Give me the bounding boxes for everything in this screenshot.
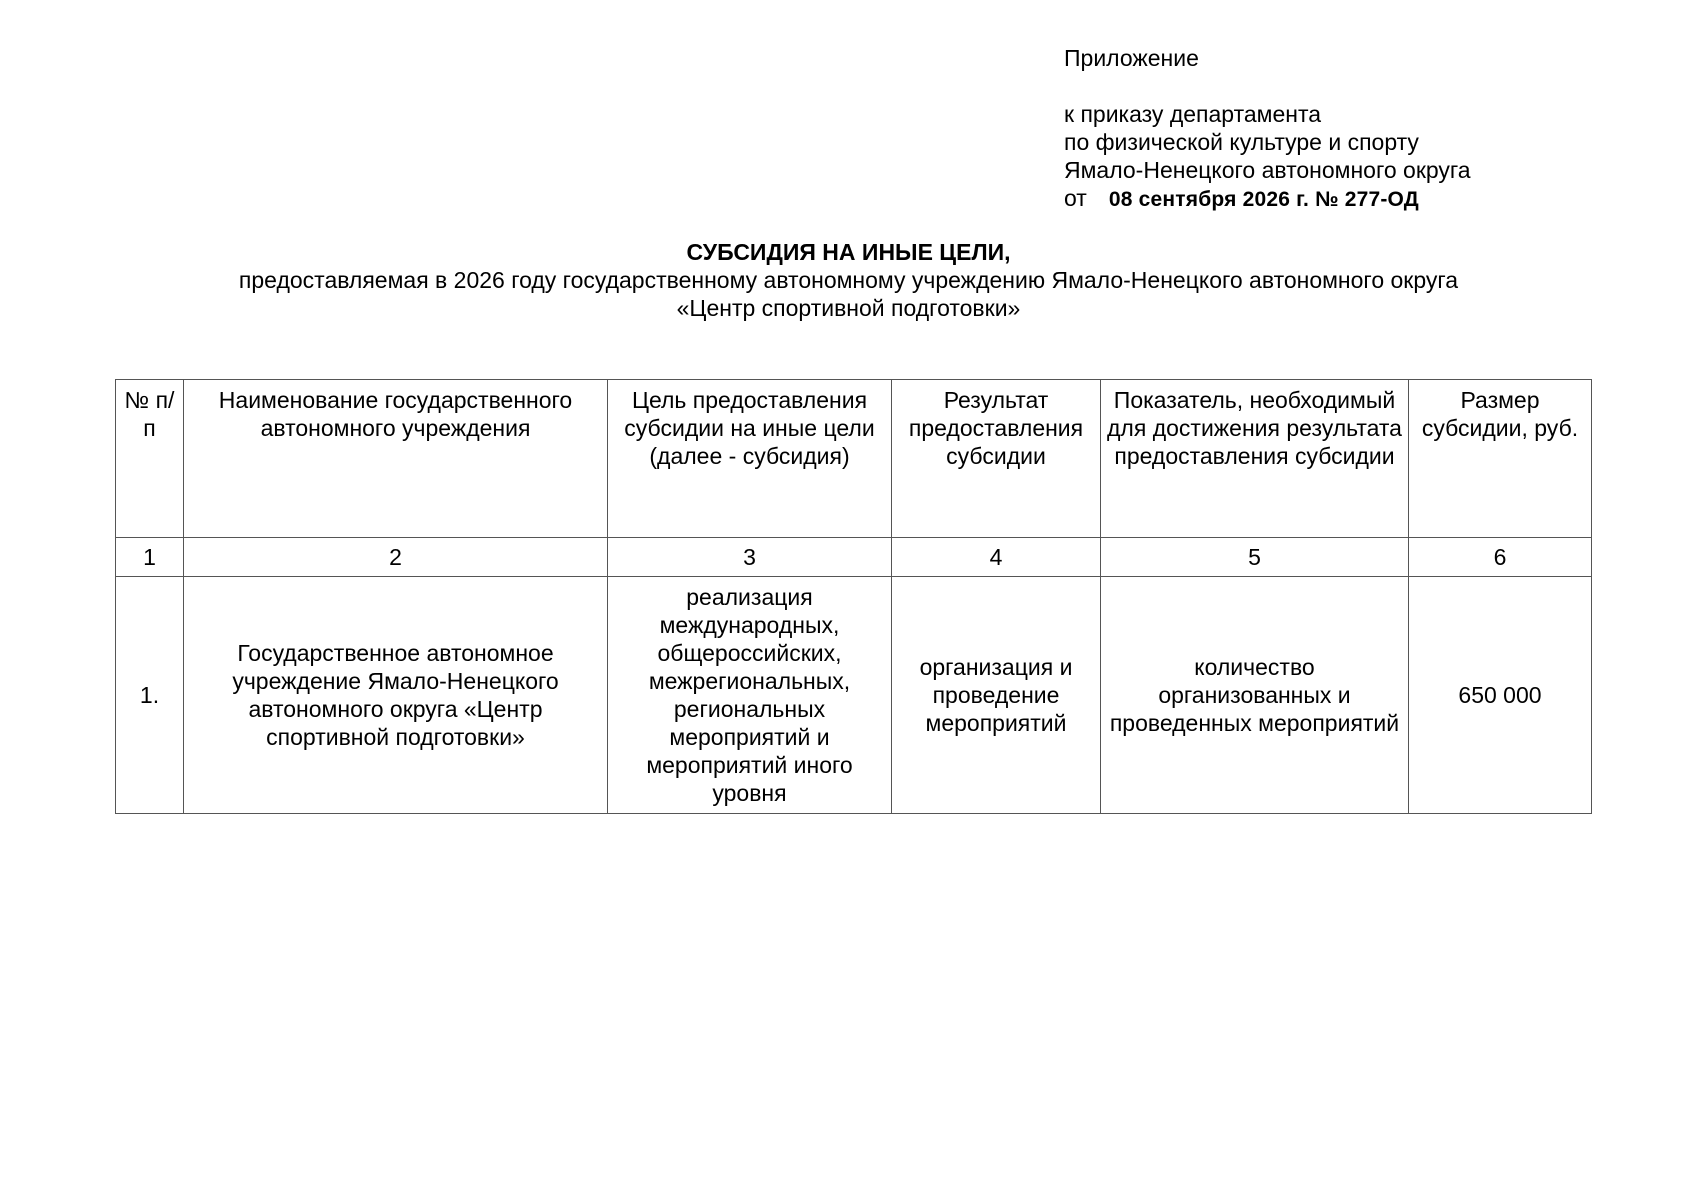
appendix-date-prefix: от xyxy=(1064,185,1087,211)
row-number-cell: 1. xyxy=(116,577,184,814)
appendix-date-value: 08 сентября 2026 г. № 277-ОД xyxy=(1108,188,1419,211)
header-cell-number: № п/п xyxy=(116,380,184,538)
header-cell-institution: Наименование государственного автономного учреждения xyxy=(184,380,608,538)
document-subtitle-line-2: «Центр спортивной подготовки» xyxy=(676,295,1021,321)
header-cell-purpose: Цель предоставления субсидии на иные цели (далее - субсидия) xyxy=(608,380,892,538)
column-number-cell: 5 xyxy=(1101,538,1409,577)
appendix-date-line xyxy=(1064,184,1471,214)
appendix-line-2: по физической культуре и спорту xyxy=(1064,129,1419,155)
column-number-cell: 6 xyxy=(1409,538,1592,577)
column-number-cell: 2 xyxy=(184,538,608,577)
amount-cell: 650 000 xyxy=(1409,577,1592,814)
purpose-cell: реализация международных, общероссийских, межрегиональных, региональных мероприятий и мероприятий иного уровня xyxy=(608,577,892,814)
subsidy-table xyxy=(115,379,1592,814)
indicator-cell: количество организованных и проведенных мероприятий xyxy=(1101,577,1409,814)
appendix-line-1: к приказу департамента xyxy=(1064,101,1322,127)
appendix-title: Приложение xyxy=(1064,45,1199,71)
table-header-row xyxy=(116,380,1592,538)
appendix-gap xyxy=(1064,72,1471,100)
header-cell-result: Результат предоставления субсидии xyxy=(892,380,1101,538)
document-title-block xyxy=(0,238,1697,322)
column-numbers-row xyxy=(116,538,1592,577)
column-number-cell: 3 xyxy=(608,538,892,577)
result-cell: организация и проведение мероприятий xyxy=(892,577,1101,814)
institution-cell: Государственное автономное учреждение Ямало-Ненецкого автономного округа «Центр спортивной подготовки» xyxy=(184,577,608,814)
column-number-cell: 4 xyxy=(892,538,1101,577)
header-cell-indicator: Показатель, необходимый для достижения результата предоставления субсидии xyxy=(1101,380,1409,538)
table-row xyxy=(116,577,1592,814)
header-cell-amount: Размер субсидии, руб. xyxy=(1409,380,1592,538)
appendix-block xyxy=(1064,44,1471,214)
appendix-line-3: Ямало-Ненецкого автономного округа xyxy=(1064,157,1471,183)
document-heading: СУБСИДИЯ НА ИНЫЕ ЦЕЛИ, xyxy=(686,239,1011,265)
column-number-cell: 1 xyxy=(116,538,184,577)
document-subtitle-line-1: предоставляемая в 2026 году государственному автономному учреждению Ямало-Ненецкого автономного округа xyxy=(238,267,1459,293)
